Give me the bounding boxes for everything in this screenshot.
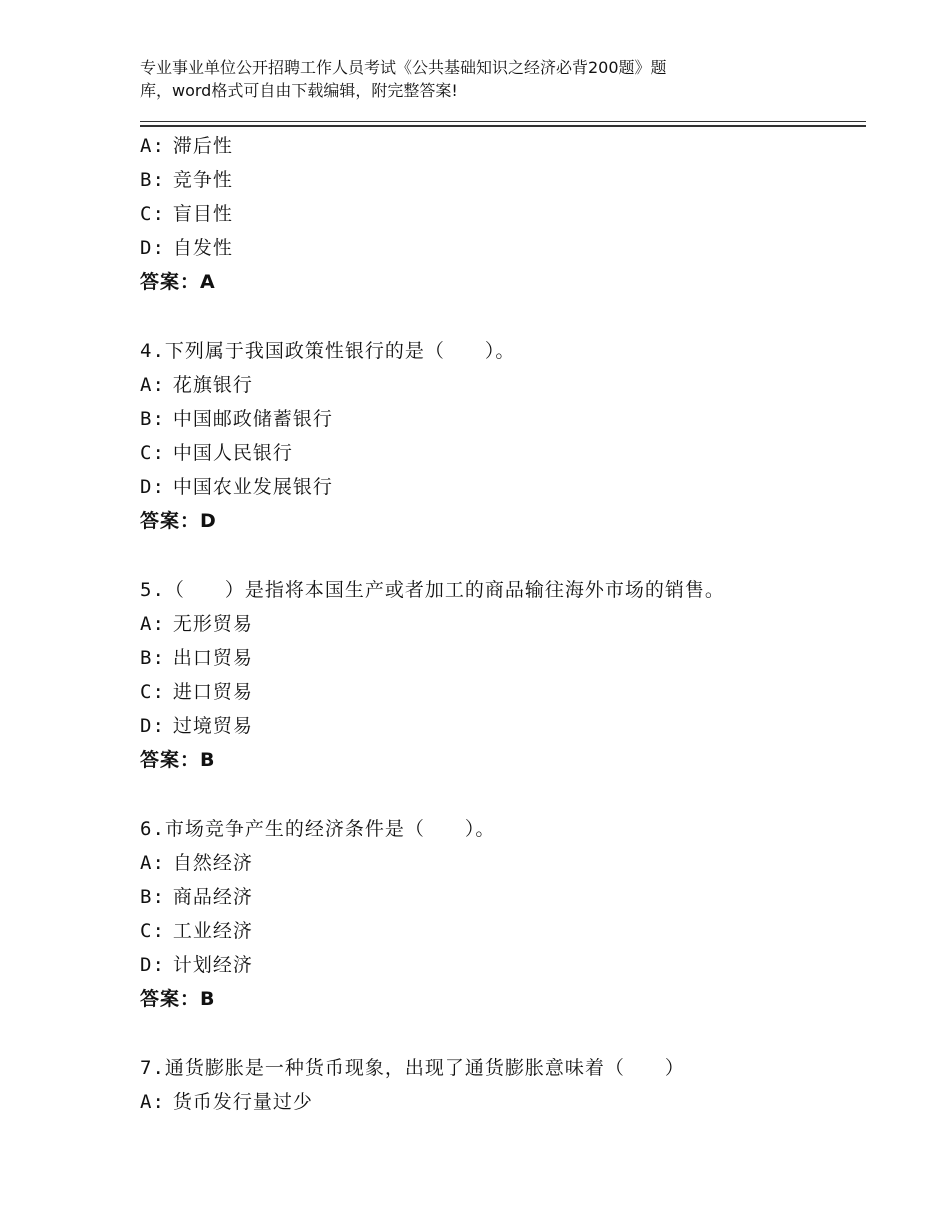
q6-option-b: B: 商品经济 <box>140 886 253 908</box>
q3-option-c: C: 盲目性 <box>140 203 233 225</box>
q3-answer: 答案：A <box>140 271 216 293</box>
q5-option-b: B: 出口贸易 <box>140 647 253 669</box>
q7-question: 7.通货膨胀是一种货币现象，出现了通货膨胀意味着（ ） <box>140 1057 685 1079</box>
header-line-1: 专业事业单位公开招聘工作人员考试《公共基础知识之经济必背200题》题 <box>140 58 667 77</box>
q3-option-a: A: 滞后性 <box>140 135 233 157</box>
header-rule-thin <box>140 121 866 122</box>
q6-option-d: D: 计划经济 <box>140 954 253 976</box>
q4-question: 4.下列属于我国政策性银行的是（ ）。 <box>140 340 516 362</box>
q5-option-a: A: 无形贸易 <box>140 613 253 635</box>
q4-answer: 答案：D <box>140 510 217 532</box>
q4-option-a: A: 花旗银行 <box>140 374 253 396</box>
q6-answer: 答案：B <box>140 988 216 1010</box>
header-line-2: 库，word格式可自由下载编辑，附完整答案! <box>140 81 458 100</box>
q6-question: 6.市场竞争产生的经济条件是（ ）。 <box>140 818 496 840</box>
header-rule-thick <box>140 125 866 127</box>
q4-option-d: D: 中国农业发展银行 <box>140 476 333 498</box>
q7-option-a: A: 货币发行量过少 <box>140 1091 313 1113</box>
q6-option-a: A: 自然经济 <box>140 852 253 874</box>
q5-option-c: C: 进口贸易 <box>140 681 253 703</box>
q4-option-b: B: 中国邮政储蓄银行 <box>140 408 333 430</box>
q6-option-c: C: 工业经济 <box>140 920 253 942</box>
q5-answer: 答案：B <box>140 749 216 771</box>
q5-option-d: D: 过境贸易 <box>140 715 253 737</box>
q3-option-b: B: 竞争性 <box>140 169 233 191</box>
q4-option-c: C: 中国人民银行 <box>140 442 293 464</box>
q3-option-d: D: 自发性 <box>140 237 233 259</box>
document-header <box>140 56 780 102</box>
q5-question: 5.（ ）是指将本国生产或者加工的商品输往海外市场的销售。 <box>140 579 725 601</box>
